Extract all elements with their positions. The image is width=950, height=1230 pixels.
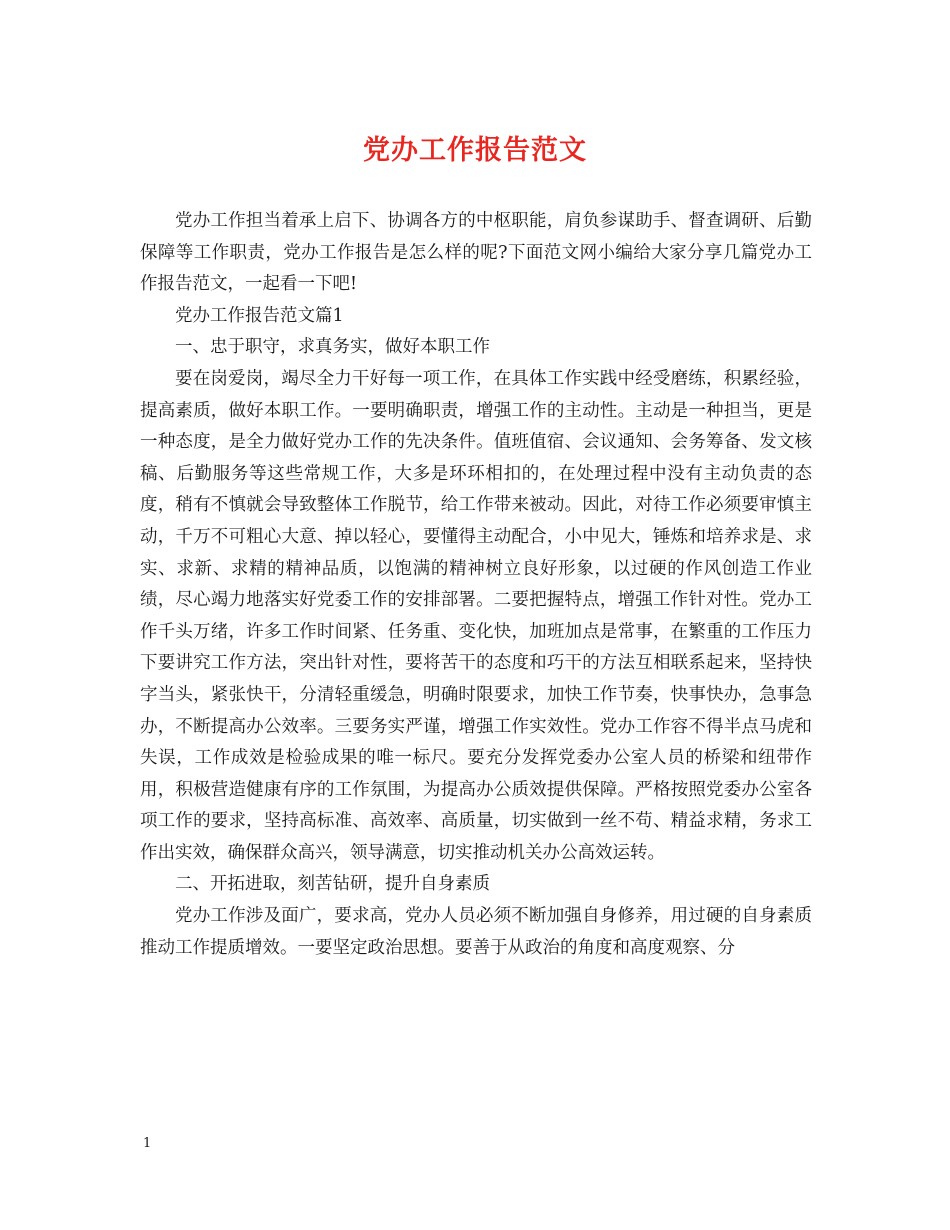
page-number: 1 [143, 1136, 152, 1151]
section-heading-1: 一、忠于职守，求真务实，做好本职工作 [175, 337, 490, 358]
intro-paragraph: 党办工作担当着承上启下、协调各方的中枢职能，肩负参谋助手、督查调研、后勤保障等工作职责，党办工作报告是怎么样的呢?下面范文网小编给大家分享几篇党办工作报告范文，一起看一下吧! [140, 211, 812, 295]
document-title: 党办工作报告范文 [363, 135, 587, 166]
article-heading: 党办工作报告范文篇1 [175, 305, 344, 326]
section-heading-2: 二、开拓进取，刻苦钻研，提升自身素质 [175, 874, 490, 895]
document-body [140, 206, 812, 964]
body-paragraph-2: 党办工作涉及面广，要求高，党办人员必须不断加强自身修养，用过硬的自身素质推动工作提质增效。一要坚定政治思想。要善于从政治的角度和高度观察、分 [140, 906, 812, 958]
body-paragraph-1: 要在岗爱岗，竭尽全力干好每一项工作，在具体工作实践中经受磨练，积累经验，提高素质，做好本职工作。一要明确职责，增强工作的主动性。主动是一种担当，更是一种态度，是全力做好党办工作的先决条件。值班值宿、会议通知、会务筹备、发文核稿、后勤服务等这些常规工作，大多是环环相扣的，在处理过程中没有主动负责的态度，稍有不慎就会导致整体工作脱节，给工作带来被动。因此，对待工作必须要审慎主动，千万不可粗心大意、掉以轻心，要懂得主动配合，小中见大，锤炼和培养求是、求实、求新、求精的精神品质，以饱满的精神树立良好形象，以过硬的作风创造工作业绩，尽心竭力地落实好党委工作的安排部署。二要把握特点，增强工作针对性。党办工作千头万绪，许多工作时间紧、任务重、变化快，加班加点是常事，在繁重的工作压力下要讲究工作方法，突出针对性，要将苦干的态度和巧干的方法互相联系起来，坚持快字当头，紧张快干，分清轻重缓急，明确时限要求，加快工作节奏，快事快办，急事急办，不断提高办公效率。三要务实严谨，增强工作实效性。党办工作容不得半点马虎和失误，工作成效是检验成果的唯一标尺。要充分发挥党委办公室人员的桥梁和纽带作用，积极营造健康有序的工作氛围，为提高办公质效提供保障。严格按照党委办公室各项工作的要求，坚持高标准、高效率、高质量，切实做到一丝不苟、精益求精，务求工作出实效，确保群众高兴，领导满意，切实推动机关办公高效运转。 [140, 368, 812, 863]
